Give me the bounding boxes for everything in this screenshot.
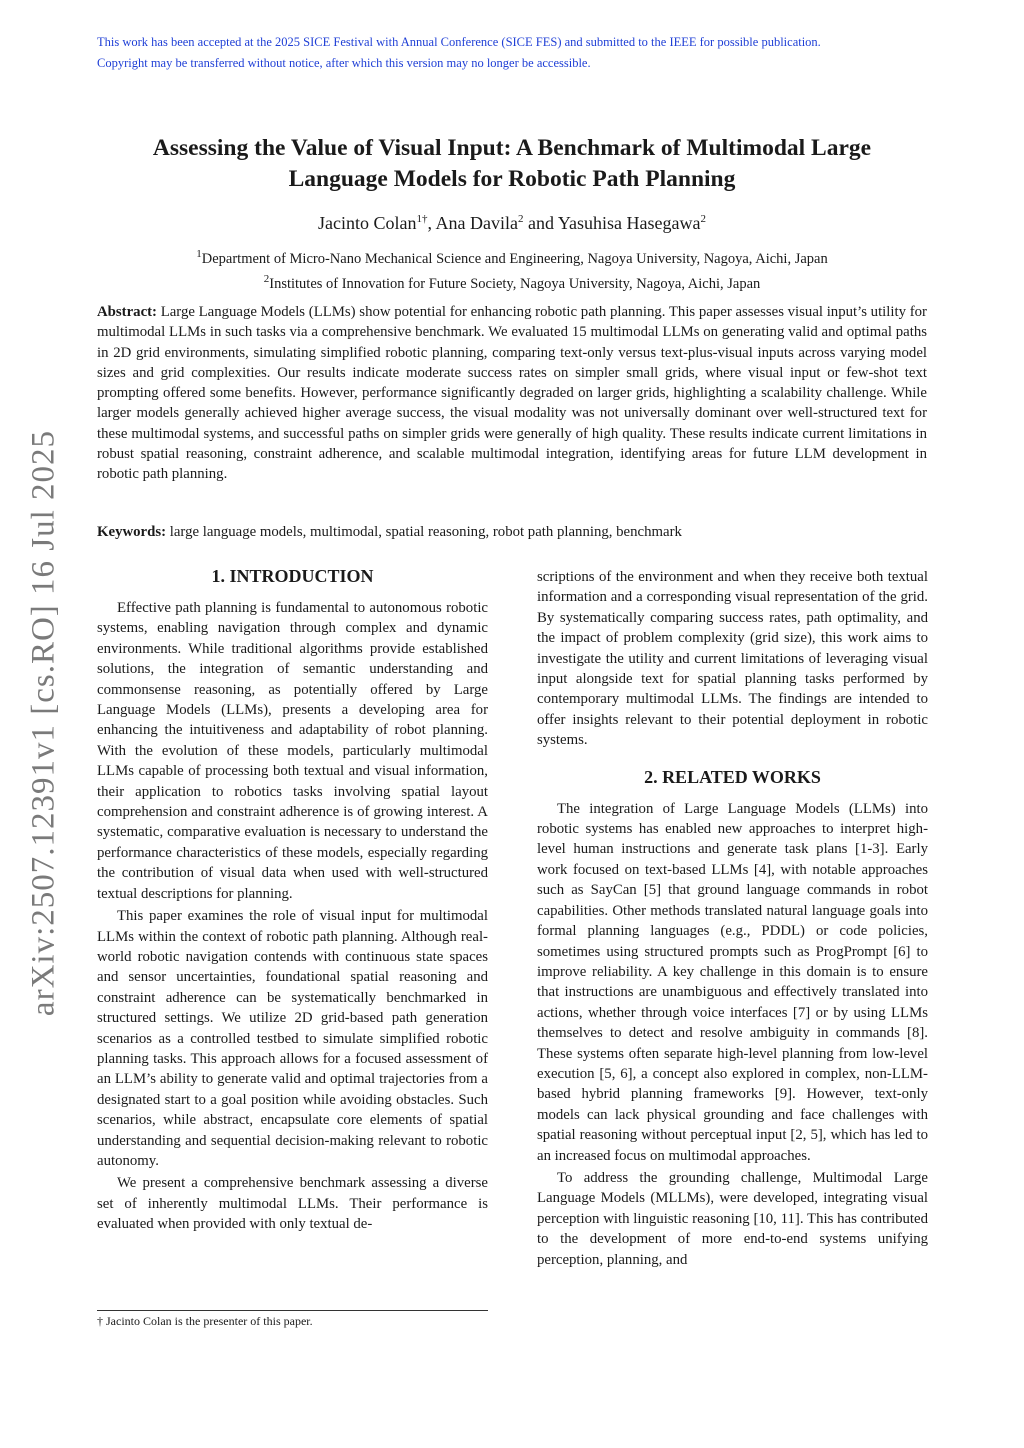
keywords-text: large language models, multimodal, spatial reasoning, robot path planning, benchmark bbox=[169, 524, 682, 540]
intro-paragraph-1: Effective path planning is fundamental to autonomous robotic systems, enabling navigation through complex and dynamic environments. While traditional algorithms provide established solutions, the integration of semantic understanding and commonsense reasoning, as potentially offered by Large Language Models (LLMs), presents a developing area for enhancing the intuitiveness and adaptability of robot planning. With the evolution of these models, particularly multimodal LLMs capable of processing both textual and visual information, their application to robotics tasks involving spatial layout comprehension and constraint adherence is of growing interest. A systematic, comparative evaluation is necessary to understand the performance characteristics of these models, especially regarding the contribution of visual data when used with well-structured textual descriptions for planning. bbox=[97, 600, 488, 902]
author-1-affil-mark: 1† bbox=[416, 213, 428, 225]
intro-paragraph-3: We present a comprehensive benchmark assessing a diverse set of inherently multimodal LLMs. Their performance is evaluated when provided with only textual de- bbox=[97, 1175, 488, 1233]
left-column bbox=[97, 564, 488, 1235]
notice-line-1: This work has been accepted at the 2025 SICE Festival with Annual Conference (SICE FES) and submitted to the IEEE for possible publication. bbox=[97, 35, 821, 49]
intro-paragraph-2: This paper examines the role of visual input for multimodal LLMs within the context of robotic path planning. Although real-world robotic navigation contends with continuous state spaces and sensor uncertainties, foundational spatial reasoning and constraint adherence can be systematically benchmarked in structured settings. We utilize 2D grid-based path generation scenarios as a controlled testbed to simulate simplified robotic planning tasks. This approach allows for a focused assessment of an LLM’s ability to generate valid and optimal trajectories from a designated start to a goal position while avoiding obstacles. Such scenarios, while abstract, encapsulate core elements of spatial understanding and sequential decision-making relevant to robotic autonomy. bbox=[97, 908, 488, 1169]
affiliations bbox=[97, 244, 927, 294]
title-line-2: Language Models for Robotic Path Planning bbox=[288, 166, 736, 192]
abstract-text: Large Language Models (LLMs) show potential for enhancing robotic path planning. This paper assesses visual input’s utility for multimodal LLMs in such tasks via a comprehensive benchmark. We evaluated 15 multimodal LLMs on generating valid and optimal paths in 2D grid environments, simulating simplified robotic planning, comparing text-only versus text-plus-visual inputs across varying model sizes and grid complexities. Our results indicate moderate success rates on simpler small grids, where visual input or few-shot text prompting offered some benefits. However, performance significantly degraded on larger grids, highlighting a scalability challenge. While larger models generally achieved higher average success, the visual modality was not universally dominant over well-structured text for these multimodal systems, and successful paths on simpler grids were generally of high quality. These results indicate current limitations in robust spatial reasoning, constraint adherence, and scalable multimodal integration, identifying areas for future LLM development in robotic path planning. bbox=[97, 304, 927, 483]
footnote: † Jacinto Colan is the presenter of this paper. bbox=[97, 1314, 313, 1328]
affiliation-2-text: Institutes of Innovation for Future Society, Nagoya University, Nagoya, Aichi, Japan bbox=[269, 275, 761, 292]
section-heading-related-works: 2. RELATED WORKS bbox=[644, 766, 821, 787]
affiliation-1-mark: 1 bbox=[196, 248, 202, 260]
author-3-affil-mark: 2 bbox=[700, 213, 706, 225]
related-paragraph-1: The integration of Large Language Models (LLMs) into robotic systems has enabled new approaches to interpret high-level human instructions and generate task plans [1-3]. Early work focused on text-based LLMs [4], with notable approaches such as SayCan [5] that ground language commands in robot capabilities. Other methods translated natural language goals into formal planning languages (e.g., PDDL) or code policies, sometimes using structured prompts such as ProgPrompt [6] to improve reliability. A key challenge in this domain is to ensure that instructions are unambiguous and effectively translated into actions, whether through voice interfaces [7] or by using LLMs themselves to detect and resolve ambiguity in commands [8]. These systems often separate high-level planning from low-level execution [5, 6], a concept also explored in complex, non-LLM-based hybrid planning frameworks [9]. However, text-only models can lack physical grounding and face challenges with spatial reasoning without perceptual input [2, 5], which has led to an increased focus on multimodal approaches. bbox=[537, 800, 928, 1164]
author-3: Yasuhisa Hasegawa bbox=[557, 213, 701, 233]
affiliation-2-mark: 2 bbox=[263, 272, 270, 285]
section-heading-introduction: 1. INTRODUCTION bbox=[211, 566, 374, 586]
right-column bbox=[537, 567, 928, 1270]
affiliation-1 bbox=[97, 244, 927, 269]
title-line-1: Assessing the Value of Visual Input: A Benchmark of Multimodal Large bbox=[152, 135, 872, 161]
footnote-divider bbox=[97, 1310, 488, 1311]
paper-title bbox=[97, 133, 927, 195]
abstract bbox=[97, 302, 927, 485]
keywords bbox=[97, 522, 927, 542]
publication-notice bbox=[97, 32, 927, 74]
author-2-affil-mark: 2 bbox=[517, 213, 524, 225]
affiliation-1-text: Department of Micro-Nano Mechanical Science and Engineering, Nagoya University, Nagoya, Aichi, Japan bbox=[201, 250, 828, 267]
arxiv-identifier-stamp: arXiv:2507.12391v1 [cs.RO] 16 Jul 2025 bbox=[25, 429, 62, 1017]
author-separator: and bbox=[523, 213, 558, 233]
keywords-label: Keywords: bbox=[97, 524, 167, 540]
abstract-label: Abstract: bbox=[97, 304, 157, 320]
author-2: Ana Davila bbox=[435, 213, 518, 233]
intro-paragraph-3-continued: scriptions of the environment and when they receive both textual information and a corresponding visual representation of the grid. By systematically comparing success rates, path optimality, and the impact of problem complexity (grid size), this work aims to investigate the utility and current limitations of leveraging visual input alongside text for spatial planning tasks performed by contemporary multimodal LLMs. The findings are intended to offer insights relevant to their potential deployment in robotic systems. bbox=[537, 569, 928, 749]
notice-line-2: Copyright may be transferred without notice, after which this version may no longer be accessible. bbox=[97, 56, 591, 70]
author-list bbox=[97, 207, 927, 235]
related-paragraph-2: To address the grounding challenge, Multimodal Large Language Models (MLLMs), were developed, integrating visual perception with linguistic reasoning [10, 11]. This has contributed to the development of more end-to-end systems unifying perception, planning, and bbox=[537, 1169, 928, 1268]
author-separator: , bbox=[427, 213, 436, 233]
author-1: Jacinto Colan bbox=[318, 213, 417, 233]
affiliation-2 bbox=[97, 269, 927, 294]
